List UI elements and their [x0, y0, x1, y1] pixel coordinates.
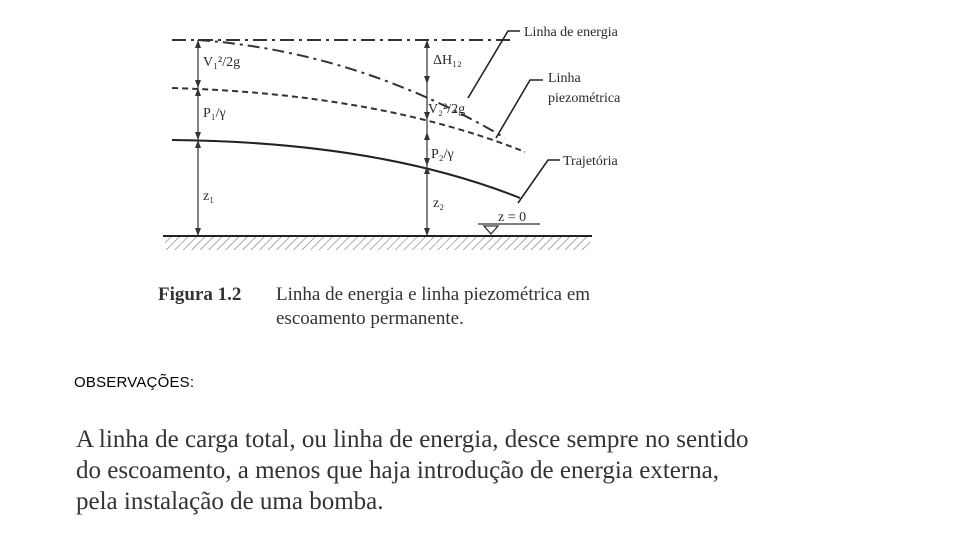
piezometric-label-1: Linha: [548, 71, 581, 86]
datum-triangle: [484, 226, 498, 234]
z1-label: z₁: [203, 189, 215, 204]
v2-label: V₂²/2g: [428, 102, 466, 117]
caption-text: Linha de energia e linha piezométrica em escoamento permanente.: [276, 284, 591, 329]
z2-label: z₂: [433, 196, 445, 211]
observation-paragraph: A linha de carga total, ou linha de energia, desce sempre no sentido do escoamento, a menos que haja introdução de energia externa, pela instalação de uma bomba.: [76, 426, 749, 515]
p2-label: P₂/γ: [431, 147, 454, 162]
energy-line-leader: [468, 31, 520, 98]
piezometric-leader: [496, 80, 543, 138]
energy-line-label: Linha de energia: [524, 25, 618, 40]
trajectory-label: Trajetória: [563, 154, 618, 169]
trajectory-leader: [518, 160, 560, 203]
caption-number: Figura 1.2: [158, 284, 242, 305]
piezometric-label-2: piezométrica: [548, 91, 621, 106]
p1-label: P₁/γ: [203, 106, 226, 121]
observations-heading: OBSERVAÇÕES:: [74, 374, 195, 391]
v1-label: V₁²/2g: [203, 55, 241, 70]
datum-label: z = 0: [498, 210, 527, 225]
trajectory-line: [172, 140, 520, 198]
ground-hatch: [165, 236, 590, 250]
dh-label: ΔH₁₂: [433, 53, 462, 68]
